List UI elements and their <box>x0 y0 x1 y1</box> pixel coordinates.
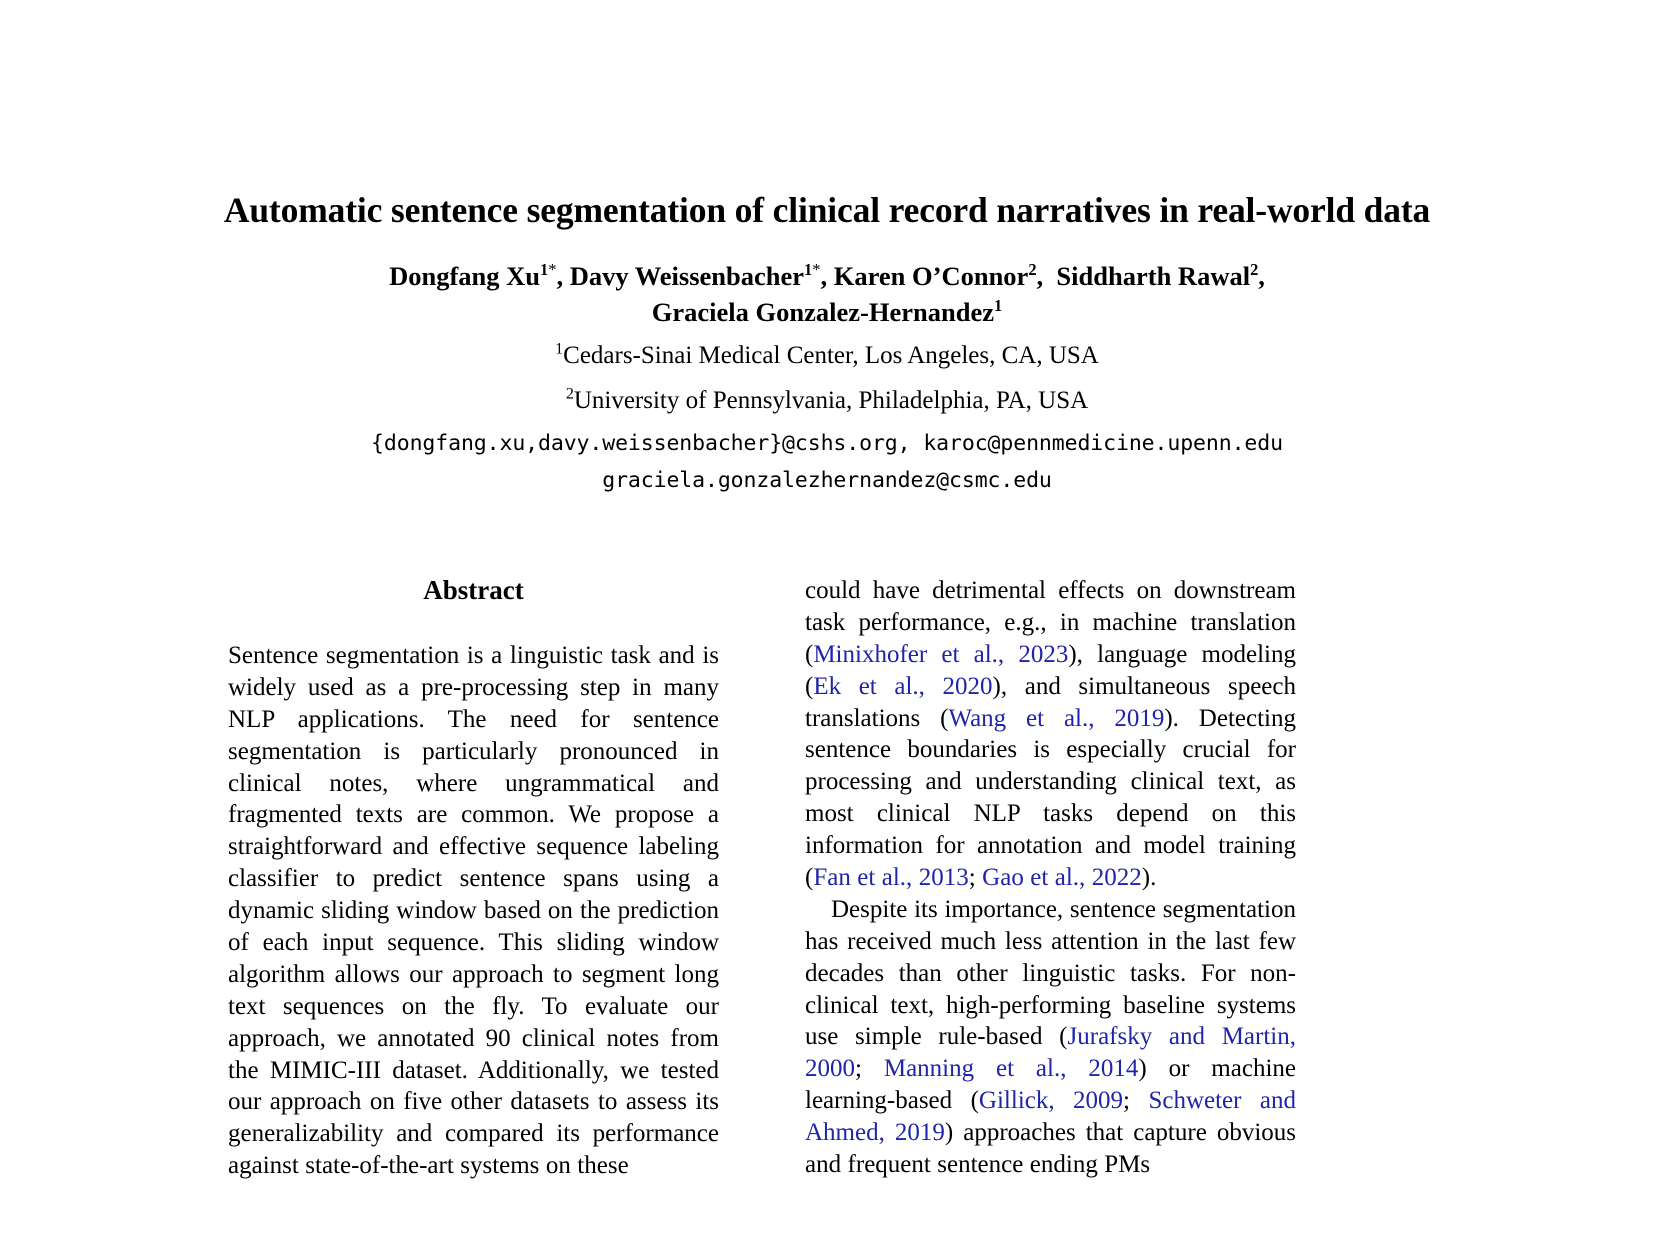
citation-link[interactable]: Jurafsky and Martin, 2000 <box>805 1023 1296 1083</box>
text-segment: ) or machine learning-based ( <box>805 1055 1296 1115</box>
author-name: Dongfang Xu <box>389 261 541 292</box>
author-list: Dongfang $Xu^{1*}$, Davy Weissenbacher$^{1*}$, Karen O’Connor$^2$, Siddharth Rawal$^2$, Graciela Gonzalez-Hernandez$^1$ <box>389 260 1265 327</box>
affiliation-marker: 2 <box>565 385 574 403</box>
abstract-text: Sentence segmentation is a linguistic task and is widely used as a pre-processing step in many NLP applications. The need for sentence segmentation is particularly pronounced in clinical notes, where ungrammatical and fragmented texts are common. We propose a straightforward and effective sequence labeling classifier to predict sentence spans using a dynamic sliding window based on the prediction of each input sequence. This sliding window algorithm allows our approach to segment long text sequences on the fly. To evaluate our approach, we annotated 90 clinical notes from the MIMIC-III dataset. Additionally, we tested our approach on five other datasets to assess its generalizability and compared its performance against state-of-the-art systems on these <box>228 642 719 1180</box>
author-name: Siddharth Rawal <box>1056 261 1251 292</box>
text-segment: ) approaches that capture obvious and frequent sentence ending PMs <box>805 1119 1296 1179</box>
affiliation-2 <box>182 383 1472 420</box>
author-affiliation-marker: 2 <box>1028 260 1037 280</box>
affiliation-1 <box>182 338 1472 375</box>
email-line-2: graciela.gonzalezhernandez@csmc.edu <box>602 467 1052 493</box>
author-affiliation-marker: 2 <box>1250 260 1259 280</box>
text-segment: ; <box>1123 1087 1149 1115</box>
affiliation-marker: 1 <box>555 340 564 358</box>
text-segment: ; <box>968 864 983 892</box>
right-column <box>805 575 1296 1241</box>
introduction-paragraph-1 <box>805 575 1296 894</box>
text-segment: ), language modeling ( <box>805 640 1296 700</box>
citation-link[interactable]: Manning et al., 2014 <box>883 1055 1139 1083</box>
text-segment: ). <box>1141 864 1157 892</box>
affiliation-text: Cedars-Sinai Medical Center, Los Angeles, CA, USA <box>563 342 1099 370</box>
text-segment: ), and simultaneous speech translations ( <box>805 672 1296 732</box>
affiliation-text: University of Pennsylvania, Philadelphia, PA, USA <box>573 386 1089 414</box>
citation-link[interactable]: Gao et al., 2022 <box>982 864 1142 892</box>
citation-link[interactable]: Minixhofer et al., 2023 <box>813 640 1069 668</box>
citation-link[interactable]: Schweter and Ahmed, 2019 <box>805 1087 1296 1147</box>
citation-link[interactable]: Gillick, 2009 <box>978 1087 1124 1115</box>
text-segment: Despite its importance, sentence segmentation has received much less attention in the last few decades than other linguistic tasks. For non-clinical text, high-performing baseline systems use simple rule-based ( <box>805 895 1296 1051</box>
two-column-body <box>0 575 1654 1241</box>
author-affiliation-marker: 1* <box>540 260 557 280</box>
author-emails <box>182 426 1472 499</box>
author-name: Davy Weissenbacher <box>569 261 805 292</box>
email-line-1: {dongfang.xu,davy.weissenbacher}@cshs.org, karoc@pennmedicine.upenn.edu <box>371 431 1283 457</box>
author-name: Karen O’Connor <box>833 261 1029 292</box>
author-name: Graciela Gonzalez-Hernandez <box>651 296 994 327</box>
citation-link[interactable]: Fan et al., 2013 <box>813 864 969 892</box>
title-block <box>0 0 1654 499</box>
text-segment: ; <box>855 1055 884 1083</box>
equal-contribution-marker: * <box>548 260 557 280</box>
citation-link[interactable]: Ek et al., 2020 <box>813 672 993 700</box>
author-affiliation-marker: 1* <box>804 260 821 280</box>
equal-contribution-marker: * <box>812 260 821 280</box>
text-segment: could have detrimental effects on downstream task performance, e.g., in machine translation ( <box>805 577 1296 668</box>
page-title: Automatic sentence segmentation of clinical record narratives in real-world data <box>223 190 1431 230</box>
abstract-heading: Abstract <box>423 575 524 605</box>
citation-link[interactable]: Wang et al., 2019 <box>948 704 1165 732</box>
author-affiliation-marker: 1 <box>993 295 1003 315</box>
text-segment: ). Detecting sentence boundaries is especially crucial for processing and understanding clinical text, as most clinical NLP tasks depend on this information for annotation and model training ( <box>805 704 1296 892</box>
introduction-paragraph-2 <box>805 894 1296 1181</box>
left-column <box>228 575 719 1241</box>
